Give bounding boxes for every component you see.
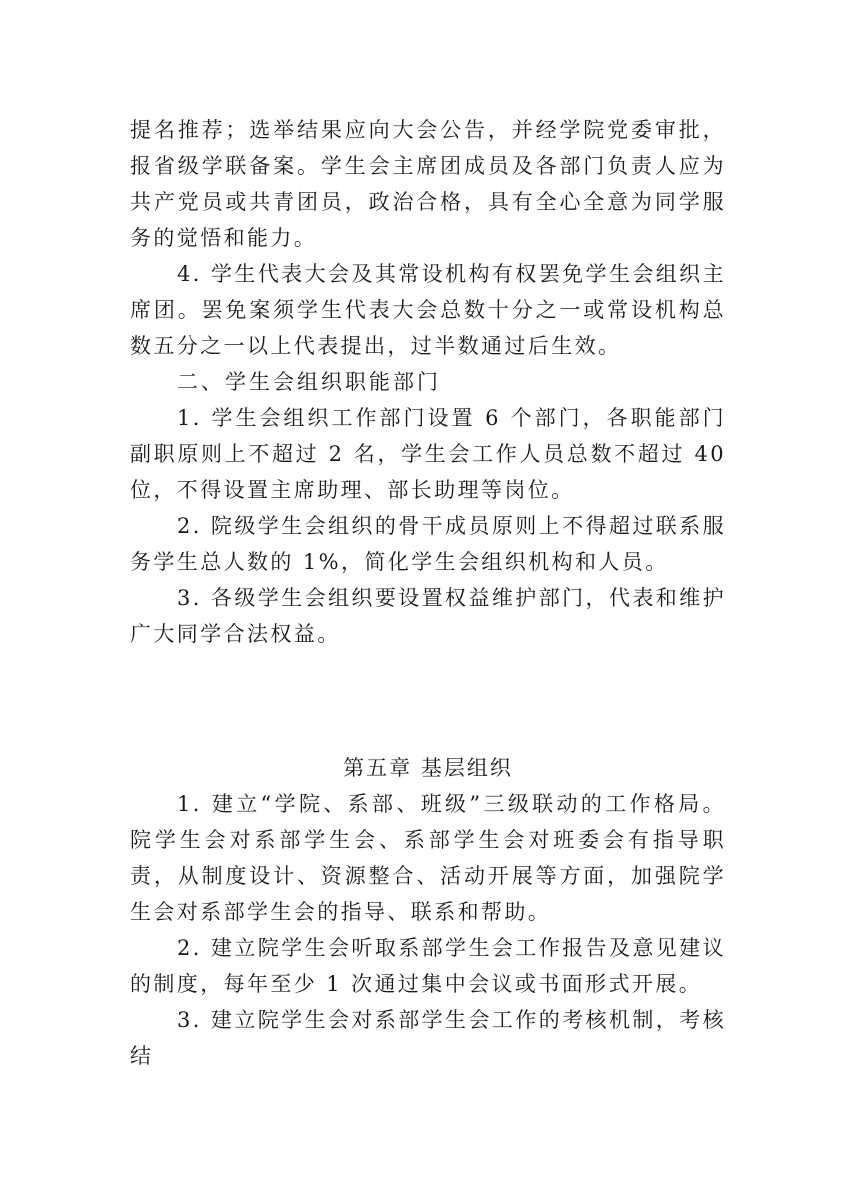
section-heading-departments: 二、学生会组织职能部门 bbox=[177, 370, 441, 394]
chapter-five bbox=[130, 750, 726, 1074]
paragraph-department-setup: 1. 学生会组织工作部门设置 6 个部门，各职能部门副职原则上不超过 2 名，学生会工作人员总数不超过 40 位，不得设置主席助理、部长助理等岗位。 bbox=[130, 406, 726, 502]
paragraph-core-members-limit: 2. 院级学生会组织的骨干成员原则上不得超过联系服务学生总人数的 1%，简化学生会组织机构和人员。 bbox=[130, 514, 726, 574]
paragraph-recall-rule: 4. 学生代表大会及其常设机构有权罢免学生会组织主席团。罢免案须学生代表大会总数十分之一或常设机构总数五分之一以上代表提出，过半数通过后生效。 bbox=[130, 262, 726, 358]
paragraph-assessment-mechanism: 3. 建立院学生会对系部学生会工作的考核机制，考核结 bbox=[130, 1008, 726, 1068]
chapter-title: 第五章 基层组织 bbox=[343, 756, 513, 780]
paragraph-rights-department: 3. 各级学生会组织要设置权益维护部门，代表和维护广大同学合法权益。 bbox=[130, 586, 726, 646]
paragraph-election-continuation: 提名推荐；选举结果应向大会公告，并经学院党委审批，报省级学联备案。学生会主席团成员及各部门负责人应为共产党员或共青团员，政治合格，具有全心全意为同学服务的觉悟和能力。 bbox=[130, 118, 726, 250]
section-org-leadership bbox=[130, 112, 726, 652]
paragraph-three-level-linkage: 1. 建立“学院、系部、班级”三级联动的工作格局。院学生会对系部学生会、系部学生会对班委会有指导职责，从制度设计、资源整合、活动开展等方面，加强院学生会对系部学生会的指导、联系和帮助。 bbox=[130, 792, 726, 924]
paragraph-report-system: 2. 建立院学生会听取系部学生会工作报告及意见建议的制度，每年至少 1 次通过集中会议或书面形式开展。 bbox=[130, 936, 726, 996]
